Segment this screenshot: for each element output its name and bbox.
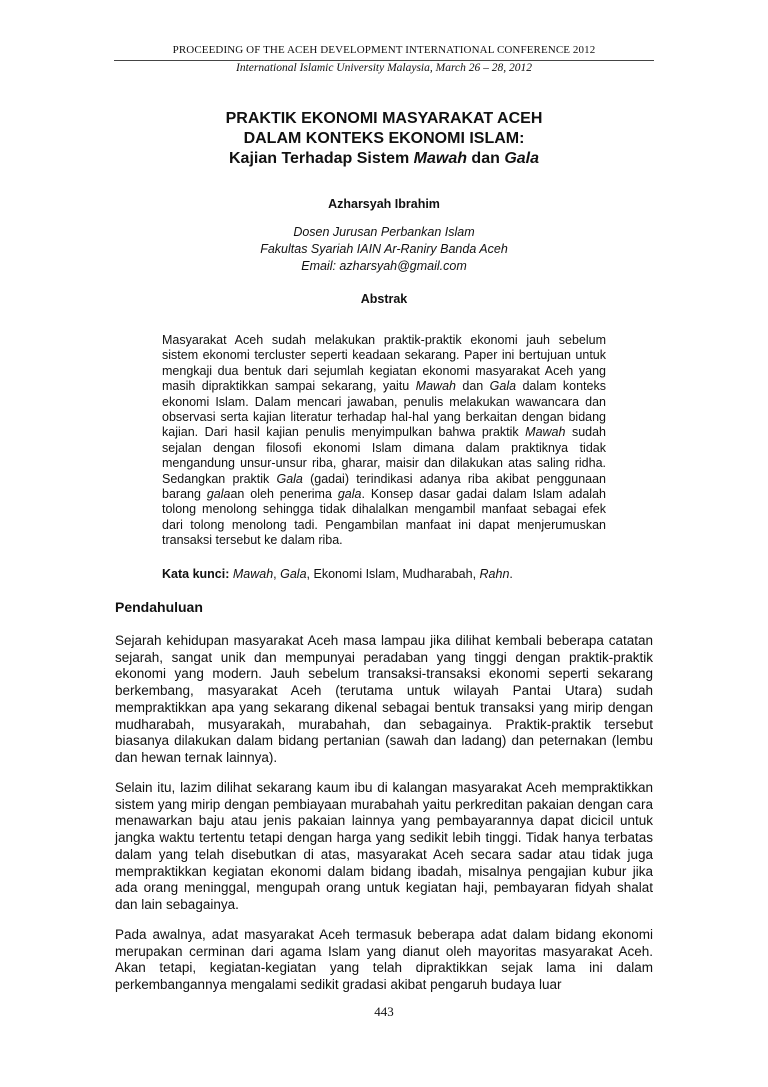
author-institution: Fakultas Syariah IAIN Ar-Raniry Banda Aceh (260, 242, 508, 256)
running-header-venue: International Islamic University Malaysia, March 26 – 28, 2012 (236, 62, 532, 74)
title-subtitle-conj: dan (466, 150, 505, 167)
title-line-1: PRAKTIK EKONOMI MASYARAKAT ACEH (225, 110, 543, 127)
title-line-2: DALAM KONTEKS EKONOMI ISLAM: (243, 130, 525, 147)
abstract-term: gala (337, 487, 362, 502)
page-number: 443 (374, 1004, 394, 1019)
keyword-separator: , (273, 567, 281, 581)
title-term-mawah: Mawah (413, 150, 467, 167)
abstract-text: dalam konteks ekonomi Islam. Dalam mencari jawaban, penulis melakukan wawancara dan observasi serta kajian literatur terhadap hal-hal yang berkaitan dengan bidang kajian. Dari hasil kajian penulis menyimpulkan bahwa praktik (162, 379, 606, 440)
running-header-title: PROCEEDING OF THE ACEH DEVELOPMENT INTERNATIONAL CONFERENCE 2012 (172, 44, 596, 56)
abstract-text: (gadai) terindikasi adanya riba akibat penggunaan barang (162, 471, 607, 502)
abstract-term: gala (206, 487, 231, 502)
title-line-3 (0, 149, 768, 169)
abstract-text: dan (455, 379, 490, 394)
abstract-text: an oleh penerima (230, 487, 338, 502)
body-paragraph-1: Sejarah kehidupan masyarakat Aceh masa lampau jika dilihat kembali beberapa catatan sejarah, sangat unik dan mempunyai peradaban yang tinggi dengan praktik-praktik ekonomi yang modern. Jauh sebelum transaksi-transaksi ekonomi seperti sekarang berkembang, masyarakat Aceh (terutama untuk wilayah Pantai Utara) sudah mempraktikkan apa yang sekarang dikenal sebagai bentuk transaksi yang mirip dengan mudharabah, musyarakah, murabahah, dan sebagainya. Praktik-praktik tersebut biasanya dilakukan dalam bidang pertanian (sawah dan ladang) dan peternakan (lembu dan hewan ternak lainnya). (115, 633, 653, 765)
author-name: Azharsyah Ibrahim (328, 197, 440, 211)
abstract-term: Gala (489, 379, 517, 394)
body-paragraph-3: Pada awalnya, adat masyarakat Aceh termasuk beberapa adat dalam bidang ekonomi merupakan cerminan dari agama Islam yang dianut oleh mayoritas masyarakat Aceh. Akan tetapi, kegiatan-kegiatan yang telah dipraktikkan sejak lama ini dalam perkembangannya mengalami sedikit gradasi akibat pengaruh budaya luar (115, 927, 653, 993)
body-paragraph-2: Selain itu, lazim dilihat sekarang kaum ibu di kalangan masyarakat Aceh mempraktikkan sistem yang mirip dengan pembiayaan murabahah yaitu perkreditan pakaian dengan cara menawarkan baju atau jenis pakaian lainnya yang pembayarannya dapat dicicil untuk jangka waktu tertentu tetapi dengan harga yang sedikit lebih tinggi. Tidak hanya terbatas dalam yang telah disebutkan di atas, masyarakat Aceh secara sadar atau tidak juga mempraktikkan kegiatan ekonomi dalam bidang ibadah, misalnya pengajian kubur jika ada orang meninggal, mengupah orang untuk kegiatan haji, pembayaran fidyah shalat dan lain sebagainya. (115, 780, 653, 912)
keyword: , Ekonomi Islam, Mudharabah, (306, 567, 480, 581)
author-email: Email: azharsyah@gmail.com (301, 259, 467, 273)
abstract-text: . Konsep dasar gadai dalam Islam adalah tolong menolong sehingga tidak dihalalkan mengambil manfaat sebagai efek dari tolong menolong tadi. Pengambilan manfaat ini dapat menjerumuskan transaksi tersebut ke dalam riba. (162, 487, 606, 548)
author-position: Dosen Jurusan Perbankan Islam (293, 225, 475, 239)
title-term-gala: Gala (504, 150, 540, 167)
keyword: Rahn (479, 567, 510, 581)
header-rule (114, 60, 654, 61)
abstract-heading: Abstrak (360, 292, 408, 306)
abstract-term: Gala (276, 471, 303, 486)
keywords (162, 567, 606, 581)
section-heading-pendahuluan: Pendahuluan (115, 599, 203, 615)
abstract-term: Mawah (415, 379, 456, 394)
abstract-body (162, 333, 606, 549)
keywords-label: Kata kunci: (162, 567, 230, 581)
abstract-term: Mawah (525, 425, 566, 440)
title-subtitle-text: Kajian Terhadap Sistem (228, 150, 414, 167)
keyword: Mawah (232, 567, 274, 581)
abstract-text: sudah sejalan dengan filosofi ekonomi Islam dimana dalam praktiknya tidak mengandung unsur-unsur riba, gharar, maisir dan dilakukan atas saling ridha. Sedangkan praktik (162, 425, 606, 486)
keyword: Gala (280, 567, 307, 581)
abstract-text: Masyarakat Aceh sudah melakukan praktik-praktik ekonomi jauh sebelum sistem ekonomi tercluster seperti keadaan sekarang. Paper ini bertujuan untuk mengkaji dua bentuk dari sejumlah kegiatan ekonomi masyarakat Aceh yang masih dipraktikkan sampai sekarang, yaitu (162, 333, 606, 394)
keyword-end: . (509, 567, 513, 581)
